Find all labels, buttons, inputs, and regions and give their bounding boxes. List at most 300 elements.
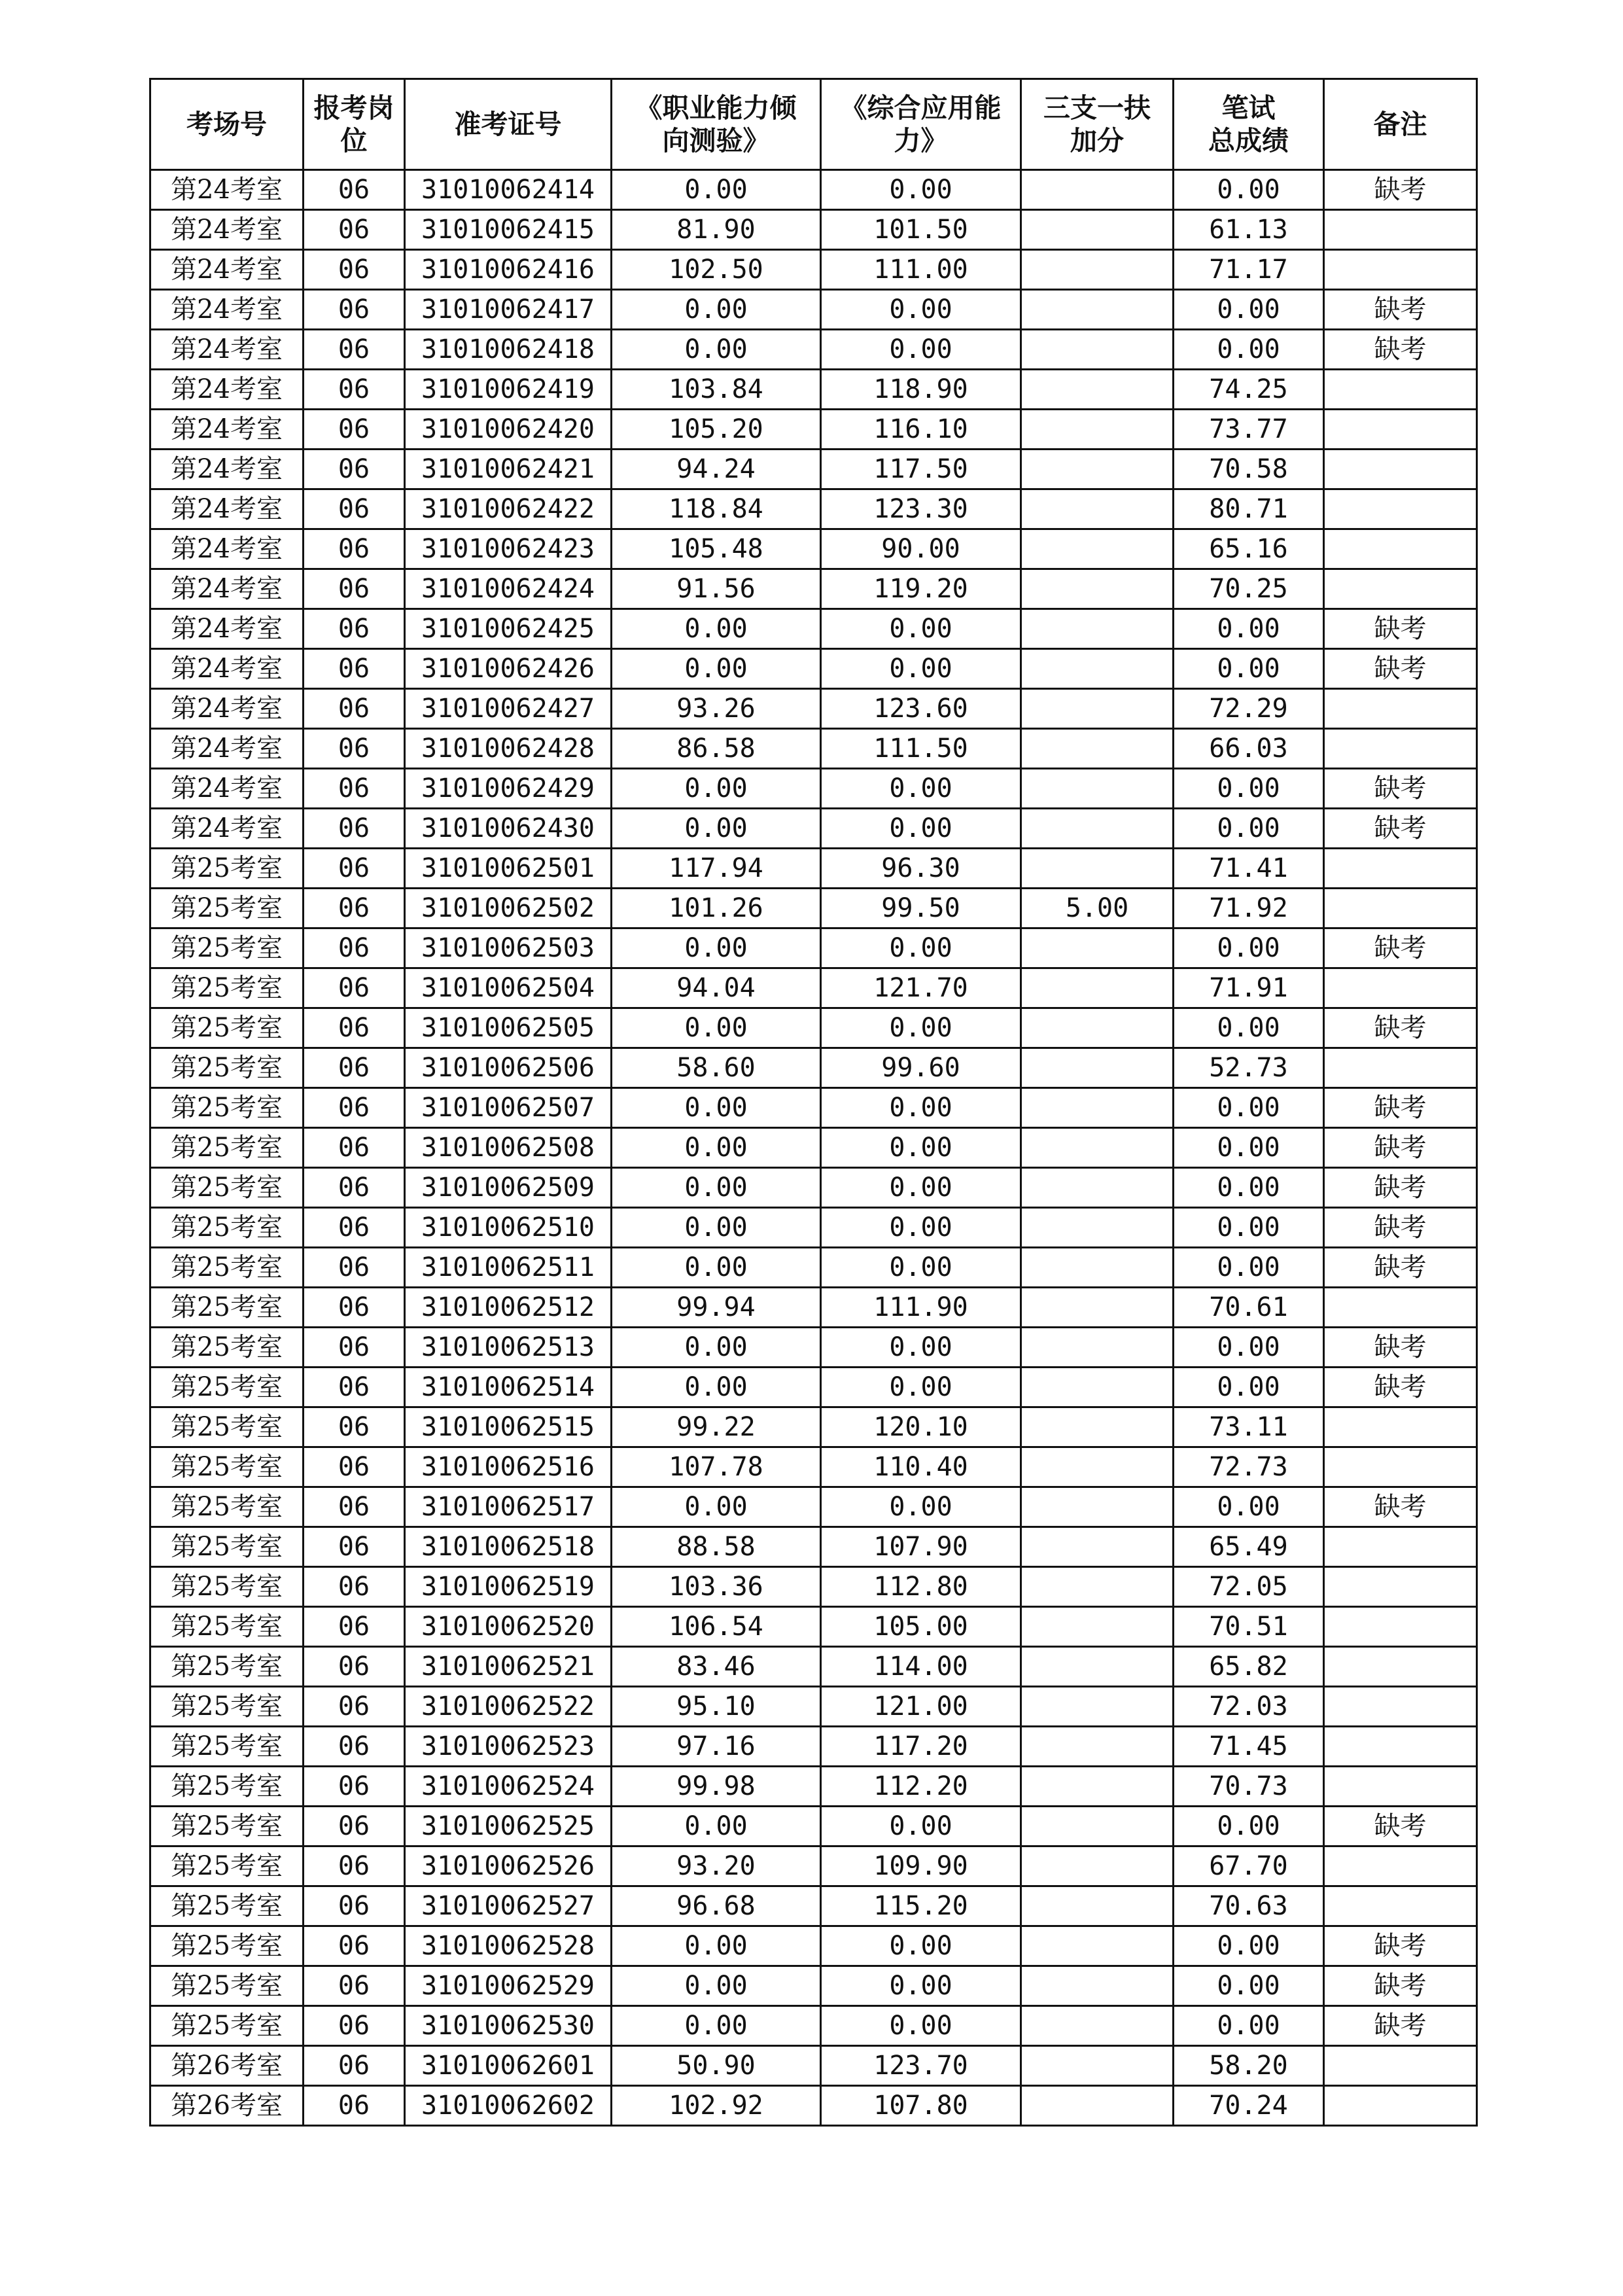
cell-total-score: 70.63 xyxy=(1174,1886,1324,1926)
cell-exam-room: 第24考室 xyxy=(150,569,304,609)
cell-remark: 缺考 xyxy=(1324,809,1477,849)
cell-aptitude-score: 0.00 xyxy=(612,1328,821,1368)
cell-total-score: 73.11 xyxy=(1174,1407,1324,1447)
cell-bonus-points xyxy=(1021,1368,1174,1407)
cell-aptitude-score: 0.00 xyxy=(612,1208,821,1248)
cell-aptitude-score: 102.92 xyxy=(612,2086,821,2126)
cell-applied-score: 0.00 xyxy=(821,1966,1021,2006)
table-row xyxy=(150,1567,1477,1607)
cell-ticket-number: 31010062529 xyxy=(405,1966,612,2006)
cell-remark xyxy=(1324,1886,1477,1926)
cell-bonus-points xyxy=(1021,729,1174,769)
header-line: 报考岗 xyxy=(313,92,394,124)
cell-bonus-points xyxy=(1021,1288,1174,1328)
table-row xyxy=(150,1088,1477,1128)
cell-ticket-number: 31010062521 xyxy=(405,1647,612,1687)
cell-applied-score: 111.00 xyxy=(821,250,1021,290)
cell-total-score: 71.41 xyxy=(1174,849,1324,889)
cell-remark: 缺考 xyxy=(1324,1248,1477,1288)
table-row xyxy=(150,1926,1477,1966)
cell-aptitude-score: 0.00 xyxy=(612,290,821,330)
cell-total-score: 65.49 xyxy=(1174,1527,1324,1567)
cell-post: 06 xyxy=(304,609,405,649)
cell-exam-room: 第24考室 xyxy=(150,290,304,330)
cell-exam-room: 第25考室 xyxy=(150,1687,304,1727)
cell-total-score: 74.25 xyxy=(1174,370,1324,410)
cell-post: 06 xyxy=(304,689,405,729)
cell-bonus-points xyxy=(1021,2086,1174,2126)
cell-aptitude-score: 88.58 xyxy=(612,1527,821,1567)
cell-exam-room: 第25考室 xyxy=(150,1328,304,1368)
cell-post: 06 xyxy=(304,729,405,769)
table-body xyxy=(150,170,1477,2126)
cell-aptitude-score: 0.00 xyxy=(612,1966,821,2006)
header-line: 总成绩 xyxy=(1208,125,1289,156)
cell-aptitude-score: 95.10 xyxy=(612,1687,821,1727)
cell-remark xyxy=(1324,569,1477,609)
cell-total-score: 0.00 xyxy=(1174,1168,1324,1208)
cell-applied-score: 0.00 xyxy=(821,928,1021,968)
cell-remark xyxy=(1324,370,1477,410)
table-row xyxy=(150,2086,1477,2126)
table-row xyxy=(150,1248,1477,1288)
cell-aptitude-score: 91.56 xyxy=(612,569,821,609)
cell-bonus-points xyxy=(1021,529,1174,569)
cell-post: 06 xyxy=(304,210,405,250)
cell-remark xyxy=(1324,2046,1477,2086)
cell-total-score: 0.00 xyxy=(1174,609,1324,649)
cell-applied-score: 0.00 xyxy=(821,769,1021,809)
header-applied-ability xyxy=(821,79,1021,170)
cell-bonus-points xyxy=(1021,1248,1174,1288)
cell-aptitude-score: 94.04 xyxy=(612,968,821,1008)
cell-ticket-number: 31010062522 xyxy=(405,1687,612,1727)
cell-exam-room: 第24考室 xyxy=(150,729,304,769)
cell-bonus-points xyxy=(1021,1767,1174,1807)
cell-remark: 缺考 xyxy=(1324,1208,1477,1248)
cell-remark: 缺考 xyxy=(1324,1328,1477,1368)
cell-post: 06 xyxy=(304,1926,405,1966)
cell-total-score: 72.05 xyxy=(1174,1567,1324,1607)
cell-ticket-number: 31010062507 xyxy=(405,1088,612,1128)
cell-post: 06 xyxy=(304,1008,405,1048)
cell-ticket-number: 31010062516 xyxy=(405,1447,612,1487)
cell-applied-score: 123.60 xyxy=(821,689,1021,729)
cell-post: 06 xyxy=(304,1407,405,1447)
cell-ticket-number: 31010062505 xyxy=(405,1008,612,1048)
cell-total-score: 0.00 xyxy=(1174,649,1324,689)
cell-ticket-number: 31010062423 xyxy=(405,529,612,569)
header-line: 加分 xyxy=(1070,125,1124,156)
cell-bonus-points xyxy=(1021,210,1174,250)
cell-post: 06 xyxy=(304,1168,405,1208)
cell-bonus-points xyxy=(1021,689,1174,729)
header-line: 向测验》 xyxy=(662,125,770,156)
cell-exam-room: 第24考室 xyxy=(150,649,304,689)
cell-applied-score: 121.70 xyxy=(821,968,1021,1008)
cell-exam-room: 第24考室 xyxy=(150,609,304,649)
cell-exam-room: 第25考室 xyxy=(150,1487,304,1527)
cell-applied-score: 115.20 xyxy=(821,1886,1021,1926)
cell-bonus-points xyxy=(1021,769,1174,809)
cell-remark: 缺考 xyxy=(1324,170,1477,210)
cell-post: 06 xyxy=(304,649,405,689)
table-row xyxy=(150,1807,1477,1846)
table-row xyxy=(150,809,1477,849)
cell-exam-room: 第24考室 xyxy=(150,370,304,410)
cell-remark xyxy=(1324,1767,1477,1807)
cell-bonus-points xyxy=(1021,809,1174,849)
cell-aptitude-score: 97.16 xyxy=(612,1727,821,1767)
cell-post: 06 xyxy=(304,1328,405,1368)
header-line: 笔试 xyxy=(1221,92,1276,124)
cell-exam-room: 第25考室 xyxy=(150,1128,304,1168)
cell-aptitude-score: 0.00 xyxy=(612,609,821,649)
cell-remark xyxy=(1324,1407,1477,1447)
cell-post: 06 xyxy=(304,928,405,968)
cell-exam-room: 第25考室 xyxy=(150,1727,304,1767)
table-row xyxy=(150,928,1477,968)
cell-bonus-points xyxy=(1021,1048,1174,1088)
cell-ticket-number: 31010062415 xyxy=(405,210,612,250)
cell-total-score: 0.00 xyxy=(1174,1208,1324,1248)
cell-aptitude-score: 103.36 xyxy=(612,1567,821,1607)
cell-applied-score: 99.60 xyxy=(821,1048,1021,1088)
cell-ticket-number: 31010062427 xyxy=(405,689,612,729)
cell-bonus-points xyxy=(1021,410,1174,450)
cell-aptitude-score: 0.00 xyxy=(612,1088,821,1128)
cell-applied-score: 107.90 xyxy=(821,1527,1021,1567)
cell-total-score: 70.25 xyxy=(1174,569,1324,609)
cell-applied-score: 0.00 xyxy=(821,609,1021,649)
cell-remark: 缺考 xyxy=(1324,290,1477,330)
cell-aptitude-score: 117.94 xyxy=(612,849,821,889)
cell-remark: 缺考 xyxy=(1324,1487,1477,1527)
cell-post: 06 xyxy=(304,1368,405,1407)
table-row xyxy=(150,1328,1477,1368)
cell-aptitude-score: 94.24 xyxy=(612,450,821,489)
cell-bonus-points xyxy=(1021,1807,1174,1846)
cell-remark: 缺考 xyxy=(1324,928,1477,968)
cell-exam-room: 第24考室 xyxy=(150,250,304,290)
cell-total-score: 72.03 xyxy=(1174,1687,1324,1727)
cell-post: 06 xyxy=(304,769,405,809)
cell-applied-score: 114.00 xyxy=(821,1647,1021,1687)
cell-exam-room: 第25考室 xyxy=(150,1088,304,1128)
cell-post: 06 xyxy=(304,1288,405,1328)
table-row xyxy=(150,370,1477,410)
cell-exam-room: 第24考室 xyxy=(150,769,304,809)
cell-aptitude-score: 99.98 xyxy=(612,1767,821,1807)
table-row xyxy=(150,569,1477,609)
cell-ticket-number: 31010062523 xyxy=(405,1727,612,1767)
cell-total-score: 58.20 xyxy=(1174,2046,1324,2086)
cell-exam-room: 第25考室 xyxy=(150,849,304,889)
cell-exam-room: 第25考室 xyxy=(150,1647,304,1687)
cell-applied-score: 0.00 xyxy=(821,649,1021,689)
cell-ticket-number: 31010062417 xyxy=(405,290,612,330)
header-post xyxy=(304,79,405,170)
cell-ticket-number: 31010062430 xyxy=(405,809,612,849)
cell-bonus-points xyxy=(1021,450,1174,489)
cell-remark xyxy=(1324,410,1477,450)
cell-post: 06 xyxy=(304,1208,405,1248)
cell-bonus-points xyxy=(1021,849,1174,889)
cell-aptitude-score: 99.22 xyxy=(612,1407,821,1447)
cell-exam-room: 第26考室 xyxy=(150,2046,304,2086)
cell-bonus-points xyxy=(1021,569,1174,609)
cell-post: 06 xyxy=(304,2006,405,2046)
header-line: 备注 xyxy=(1373,109,1427,140)
cell-remark xyxy=(1324,1527,1477,1567)
cell-remark xyxy=(1324,889,1477,928)
cell-aptitude-score: 50.90 xyxy=(612,2046,821,2086)
cell-post: 06 xyxy=(304,809,405,849)
table-row xyxy=(150,1886,1477,1926)
cell-exam-room: 第25考室 xyxy=(150,1607,304,1647)
cell-exam-room: 第25考室 xyxy=(150,928,304,968)
cell-applied-score: 0.00 xyxy=(821,330,1021,370)
cell-applied-score: 105.00 xyxy=(821,1607,1021,1647)
cell-bonus-points xyxy=(1021,1607,1174,1647)
cell-remark xyxy=(1324,968,1477,1008)
cell-total-score: 0.00 xyxy=(1174,1966,1324,2006)
table-row xyxy=(150,1407,1477,1447)
cell-total-score: 73.77 xyxy=(1174,410,1324,450)
cell-aptitude-score: 105.20 xyxy=(612,410,821,450)
cell-bonus-points xyxy=(1021,1487,1174,1527)
cell-aptitude-score: 0.00 xyxy=(612,769,821,809)
table-row xyxy=(150,1607,1477,1647)
cell-post: 06 xyxy=(304,1687,405,1727)
cell-applied-score: 0.00 xyxy=(821,1008,1021,1048)
header-line: 《职业能力倾 xyxy=(635,92,797,124)
cell-applied-score: 0.00 xyxy=(821,1328,1021,1368)
cell-applied-score: 90.00 xyxy=(821,529,1021,569)
cell-exam-room: 第25考室 xyxy=(150,1767,304,1807)
table-row xyxy=(150,489,1477,529)
cell-total-score: 0.00 xyxy=(1174,1088,1324,1128)
table-row xyxy=(150,609,1477,649)
cell-applied-score: 112.80 xyxy=(821,1567,1021,1607)
cell-bonus-points xyxy=(1021,1328,1174,1368)
cell-post: 06 xyxy=(304,1447,405,1487)
cell-post: 06 xyxy=(304,290,405,330)
cell-ticket-number: 31010062501 xyxy=(405,849,612,889)
cell-total-score: 70.24 xyxy=(1174,2086,1324,2126)
cell-total-score: 71.17 xyxy=(1174,250,1324,290)
cell-total-score: 0.00 xyxy=(1174,170,1324,210)
table-row xyxy=(150,889,1477,928)
cell-applied-score: 110.40 xyxy=(821,1447,1021,1487)
cell-ticket-number: 31010062514 xyxy=(405,1368,612,1407)
cell-exam-room: 第25考室 xyxy=(150,1886,304,1926)
cell-bonus-points xyxy=(1021,649,1174,689)
cell-aptitude-score: 58.60 xyxy=(612,1048,821,1088)
cell-ticket-number: 31010062428 xyxy=(405,729,612,769)
table-row xyxy=(150,170,1477,210)
cell-applied-score: 0.00 xyxy=(821,1168,1021,1208)
table-row xyxy=(150,1767,1477,1807)
cell-bonus-points xyxy=(1021,290,1174,330)
cell-post: 06 xyxy=(304,889,405,928)
table-row xyxy=(150,1966,1477,2006)
cell-total-score: 0.00 xyxy=(1174,1368,1324,1407)
cell-applied-score: 109.90 xyxy=(821,1846,1021,1886)
table-row xyxy=(150,769,1477,809)
cell-aptitude-score: 103.84 xyxy=(612,370,821,410)
cell-remark xyxy=(1324,1846,1477,1886)
cell-ticket-number: 31010062515 xyxy=(405,1407,612,1447)
cell-exam-room: 第25考室 xyxy=(150,1208,304,1248)
cell-applied-score: 123.70 xyxy=(821,2046,1021,2086)
cell-total-score: 66.03 xyxy=(1174,729,1324,769)
cell-post: 06 xyxy=(304,1846,405,1886)
cell-aptitude-score: 0.00 xyxy=(612,809,821,849)
cell-aptitude-score: 0.00 xyxy=(612,170,821,210)
cell-total-score: 67.70 xyxy=(1174,1846,1324,1886)
cell-bonus-points xyxy=(1021,1447,1174,1487)
cell-remark: 缺考 xyxy=(1324,1008,1477,1048)
cell-total-score: 71.92 xyxy=(1174,889,1324,928)
cell-total-score: 0.00 xyxy=(1174,928,1324,968)
table-row xyxy=(150,1168,1477,1208)
cell-ticket-number: 31010062504 xyxy=(405,968,612,1008)
cell-post: 06 xyxy=(304,1727,405,1767)
cell-post: 06 xyxy=(304,1647,405,1687)
cell-total-score: 0.00 xyxy=(1174,1807,1324,1846)
cell-post: 06 xyxy=(304,1767,405,1807)
cell-bonus-points: 5.00 xyxy=(1021,889,1174,928)
cell-ticket-number: 31010062418 xyxy=(405,330,612,370)
cell-post: 06 xyxy=(304,1048,405,1088)
cell-exam-room: 第25考室 xyxy=(150,1048,304,1088)
table-row xyxy=(150,1368,1477,1407)
cell-aptitude-score: 0.00 xyxy=(612,649,821,689)
cell-ticket-number: 31010062601 xyxy=(405,2046,612,2086)
cell-aptitude-score: 0.00 xyxy=(612,1368,821,1407)
cell-exam-room: 第25考室 xyxy=(150,1407,304,1447)
cell-applied-score: 0.00 xyxy=(821,1487,1021,1527)
cell-remark xyxy=(1324,450,1477,489)
cell-exam-room: 第25考室 xyxy=(150,1288,304,1328)
cell-aptitude-score: 0.00 xyxy=(612,1926,821,1966)
header-line: 三支一扶 xyxy=(1043,92,1151,124)
cell-aptitude-score: 93.26 xyxy=(612,689,821,729)
cell-remark: 缺考 xyxy=(1324,1088,1477,1128)
cell-total-score: 0.00 xyxy=(1174,290,1324,330)
cell-ticket-number: 31010062511 xyxy=(405,1248,612,1288)
cell-applied-score: 0.00 xyxy=(821,1368,1021,1407)
table-header-row xyxy=(150,79,1477,170)
cell-aptitude-score: 102.50 xyxy=(612,250,821,290)
cell-post: 06 xyxy=(304,410,405,450)
table-row xyxy=(150,1288,1477,1328)
cell-ticket-number: 31010062520 xyxy=(405,1607,612,1647)
cell-remark: 缺考 xyxy=(1324,609,1477,649)
cell-exam-room: 第24考室 xyxy=(150,689,304,729)
cell-ticket-number: 31010062422 xyxy=(405,489,612,529)
cell-ticket-number: 31010062503 xyxy=(405,928,612,968)
cell-total-score: 70.61 xyxy=(1174,1288,1324,1328)
cell-remark xyxy=(1324,489,1477,529)
cell-applied-score: 121.00 xyxy=(821,1687,1021,1727)
cell-ticket-number: 31010062419 xyxy=(405,370,612,410)
cell-applied-score: 0.00 xyxy=(821,1128,1021,1168)
cell-exam-room: 第25考室 xyxy=(150,1807,304,1846)
cell-exam-room: 第25考室 xyxy=(150,1248,304,1288)
cell-post: 06 xyxy=(304,1088,405,1128)
cell-post: 06 xyxy=(304,1527,405,1567)
cell-ticket-number: 31010062510 xyxy=(405,1208,612,1248)
table-row xyxy=(150,649,1477,689)
cell-ticket-number: 31010062519 xyxy=(405,1567,612,1607)
table-row xyxy=(150,849,1477,889)
header-line: 力》 xyxy=(894,125,948,156)
cell-total-score: 70.73 xyxy=(1174,1767,1324,1807)
cell-bonus-points xyxy=(1021,1128,1174,1168)
cell-total-score: 61.13 xyxy=(1174,210,1324,250)
cell-total-score: 0.00 xyxy=(1174,1248,1324,1288)
cell-aptitude-score: 106.54 xyxy=(612,1607,821,1647)
cell-exam-room: 第24考室 xyxy=(150,489,304,529)
header-remarks xyxy=(1324,79,1477,170)
cell-aptitude-score: 107.78 xyxy=(612,1447,821,1487)
cell-applied-score: 0.00 xyxy=(821,2006,1021,2046)
cell-remark xyxy=(1324,1048,1477,1088)
cell-exam-room: 第25考室 xyxy=(150,1567,304,1607)
cell-remark xyxy=(1324,1647,1477,1687)
cell-bonus-points xyxy=(1021,1168,1174,1208)
cell-remark xyxy=(1324,729,1477,769)
cell-post: 06 xyxy=(304,2046,405,2086)
cell-bonus-points xyxy=(1021,1926,1174,1966)
cell-exam-room: 第26考室 xyxy=(150,2086,304,2126)
cell-bonus-points xyxy=(1021,1527,1174,1567)
cell-applied-score: 0.00 xyxy=(821,1248,1021,1288)
cell-exam-room: 第25考室 xyxy=(150,968,304,1008)
cell-ticket-number: 31010062508 xyxy=(405,1128,612,1168)
table-row xyxy=(150,210,1477,250)
cell-aptitude-score: 0.00 xyxy=(612,928,821,968)
cell-ticket-number: 31010062527 xyxy=(405,1886,612,1926)
cell-applied-score: 0.00 xyxy=(821,290,1021,330)
cell-exam-room: 第24考室 xyxy=(150,330,304,370)
cell-ticket-number: 31010062524 xyxy=(405,1767,612,1807)
cell-ticket-number: 31010062506 xyxy=(405,1048,612,1088)
cell-ticket-number: 31010062512 xyxy=(405,1288,612,1328)
header-total-score xyxy=(1174,79,1324,170)
cell-bonus-points xyxy=(1021,1966,1174,2006)
table-row xyxy=(150,2006,1477,2046)
cell-aptitude-score: 0.00 xyxy=(612,1008,821,1048)
table-row xyxy=(150,450,1477,489)
cell-post: 06 xyxy=(304,529,405,569)
cell-post: 06 xyxy=(304,968,405,1008)
cell-total-score: 52.73 xyxy=(1174,1048,1324,1088)
cell-applied-score: 118.90 xyxy=(821,370,1021,410)
cell-applied-score: 117.50 xyxy=(821,450,1021,489)
header-exam-room xyxy=(150,79,304,170)
cell-total-score: 65.82 xyxy=(1174,1647,1324,1687)
cell-aptitude-score: 86.58 xyxy=(612,729,821,769)
cell-applied-score: 96.30 xyxy=(821,849,1021,889)
cell-aptitude-score: 0.00 xyxy=(612,1128,821,1168)
cell-bonus-points xyxy=(1021,1407,1174,1447)
cell-post: 06 xyxy=(304,1128,405,1168)
cell-post: 06 xyxy=(304,1886,405,1926)
cell-applied-score: 0.00 xyxy=(821,1088,1021,1128)
